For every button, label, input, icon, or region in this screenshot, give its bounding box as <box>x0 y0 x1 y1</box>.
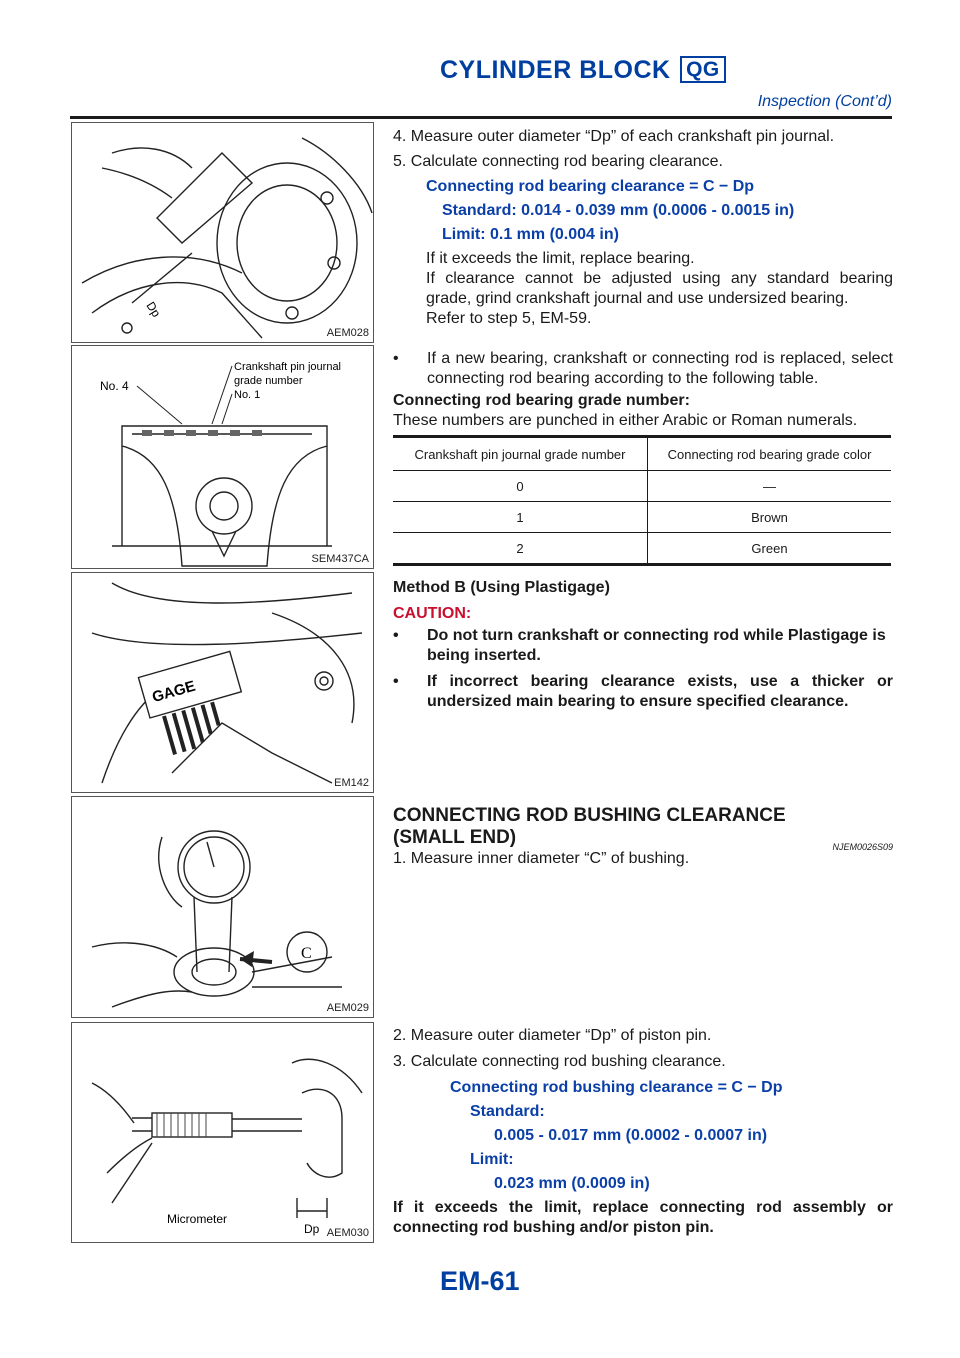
step-1: 1. Measure inner diameter “C” of bushing. <box>393 850 690 867</box>
table-row <box>393 533 891 565</box>
caution-label: CAUTION: <box>393 605 472 622</box>
grade-table <box>393 435 891 566</box>
label-no4: No. 4 <box>100 379 129 393</box>
figure-caption: AEM028 <box>326 327 369 339</box>
bullet-mark: • <box>393 627 399 644</box>
section-piston-pin <box>393 1026 893 1238</box>
page-number: EM-61 <box>440 1266 520 1296</box>
bullet-mark: • <box>393 673 399 690</box>
bushing-heading: CONNECTING ROD BUSHING CLEARANCE (SMALL END) <box>393 805 786 848</box>
refer-note: Refer to step 5, EM-59. <box>426 310 592 327</box>
figure-piston-pin-micrometer <box>71 1022 374 1243</box>
label-no1: No. 1 <box>234 389 261 401</box>
bushing-clearance-formula: Connecting rod bushing clearance = C − Dp <box>450 1079 783 1096</box>
caution-item-text: Do not turn crankshaft or connecting rod while Plastigage is being inserted. <box>427 627 886 664</box>
table-cell: Brown <box>648 502 892 533</box>
figure-grade-number <box>71 345 374 569</box>
figure-micrometer-crankpin <box>71 122 374 343</box>
grade-heading: Connecting rod bearing grade number: <box>393 392 690 409</box>
grade-note: These numbers are punched in either Arabic or Roman numerals. <box>393 412 858 429</box>
figure-caption: EM142 <box>334 777 369 789</box>
table-cell: Green <box>648 533 892 565</box>
caution-item <box>393 672 893 712</box>
caution-item-text: If incorrect bearing clearance exists, use a thicker or undersized main bearing to ensure specified clearance. <box>427 673 893 710</box>
piston-pin-micrometer-drawing <box>72 1023 373 1242</box>
label-grade: grade number <box>234 375 303 387</box>
plastigage-drawing <box>72 573 373 792</box>
replace-bullet-text: If a new bearing, crankshaft or connecting rod is replaced, select connecting rod bearing according to the following table. <box>427 350 893 387</box>
table-cell: 1 <box>393 502 648 533</box>
step-4: 4. Measure outer diameter “Dp” of each crankshaft pin journal. <box>393 128 835 145</box>
bushing-gauge-drawing <box>72 797 373 1017</box>
reference-code: NJEM0026S09 <box>832 842 893 852</box>
section-subtitle: Inspection (Cont’d) <box>757 93 892 110</box>
section-title <box>440 56 726 85</box>
exceed-note: If it exceeds the limit, replace bearing. <box>426 250 695 267</box>
bushing-limit-label: Limit: <box>470 1151 514 1168</box>
adjust-note: If clearance cannot be adjusted using any standard bearing grade, grind crankshaft journal and use undersized bearing. <box>426 270 893 307</box>
section-grade-selection <box>393 349 893 431</box>
table-row <box>393 471 891 502</box>
bearing-clearance-standard: Standard: 0.014 - 0.039 mm (0.0006 - 0.0015 in) <box>442 202 795 219</box>
table-header-row <box>393 437 891 471</box>
table-header-pin-grade: Crankshaft pin journal grade number <box>393 437 648 471</box>
figure-bushing-gauge <box>71 796 374 1018</box>
label-c: C <box>301 945 312 962</box>
label-micrometer: Micrometer <box>167 1212 228 1226</box>
table-cell: 2 <box>393 533 648 565</box>
figure-plastigage <box>71 572 374 793</box>
table-cell: — <box>648 471 892 502</box>
figure-caption: AEM030 <box>326 1227 369 1239</box>
table-cell: 0 <box>393 471 648 502</box>
label-gage: GAGE <box>150 677 198 707</box>
label-crankshaft-pin: Crankshaft pin journal <box>234 361 342 373</box>
table-row <box>393 502 891 533</box>
section-title-text: CYLINDER BLOCK <box>440 56 671 84</box>
table-header-bearing-color: Connecting rod bearing grade color <box>648 437 892 471</box>
label-dp: Dp <box>143 299 164 320</box>
figure-caption: AEM029 <box>326 1002 369 1014</box>
step-5: 5. Calculate connecting rod bearing clearance. <box>393 153 723 170</box>
figure-caption: SEM437CA <box>311 553 369 565</box>
section-bushing-clearance <box>393 805 893 869</box>
section-plastigage <box>393 578 893 712</box>
bullet-mark: • <box>393 350 399 367</box>
bearing-clearance-formula: Connecting rod bearing clearance = C − Dp <box>426 178 755 195</box>
step-1-line <box>393 842 893 869</box>
header-rule <box>70 116 892 119</box>
micrometer-crankpin-drawing <box>72 123 373 342</box>
method-heading: Method B (Using Plastigage) <box>393 579 610 596</box>
bushing-limit-value: 0.023 mm (0.0009 in) <box>494 1175 650 1192</box>
bushing-standard-label: Standard: <box>470 1103 545 1120</box>
bearing-clearance-limit: Limit: 0.1 mm (0.004 in) <box>442 226 619 243</box>
step-3: 3. Calculate connecting rod bushing clearance. <box>393 1053 726 1070</box>
replace-note: If it exceeds the limit, replace connecting rod assembly or connecting rod bushing and/or piston pin. <box>393 1199 893 1236</box>
bushing-standard-value: 0.005 - 0.017 mm (0.0002 - 0.0007 in) <box>494 1127 768 1144</box>
replace-bullet <box>393 349 893 389</box>
grade-number-drawing <box>72 346 373 568</box>
engine-badge: QG <box>680 56 726 83</box>
step-2: 2. Measure outer diameter “Dp” of piston pin. <box>393 1027 712 1044</box>
section-bearing-clearance <box>393 127 893 329</box>
label-dp: Dp <box>304 1222 320 1236</box>
caution-item <box>393 626 893 666</box>
